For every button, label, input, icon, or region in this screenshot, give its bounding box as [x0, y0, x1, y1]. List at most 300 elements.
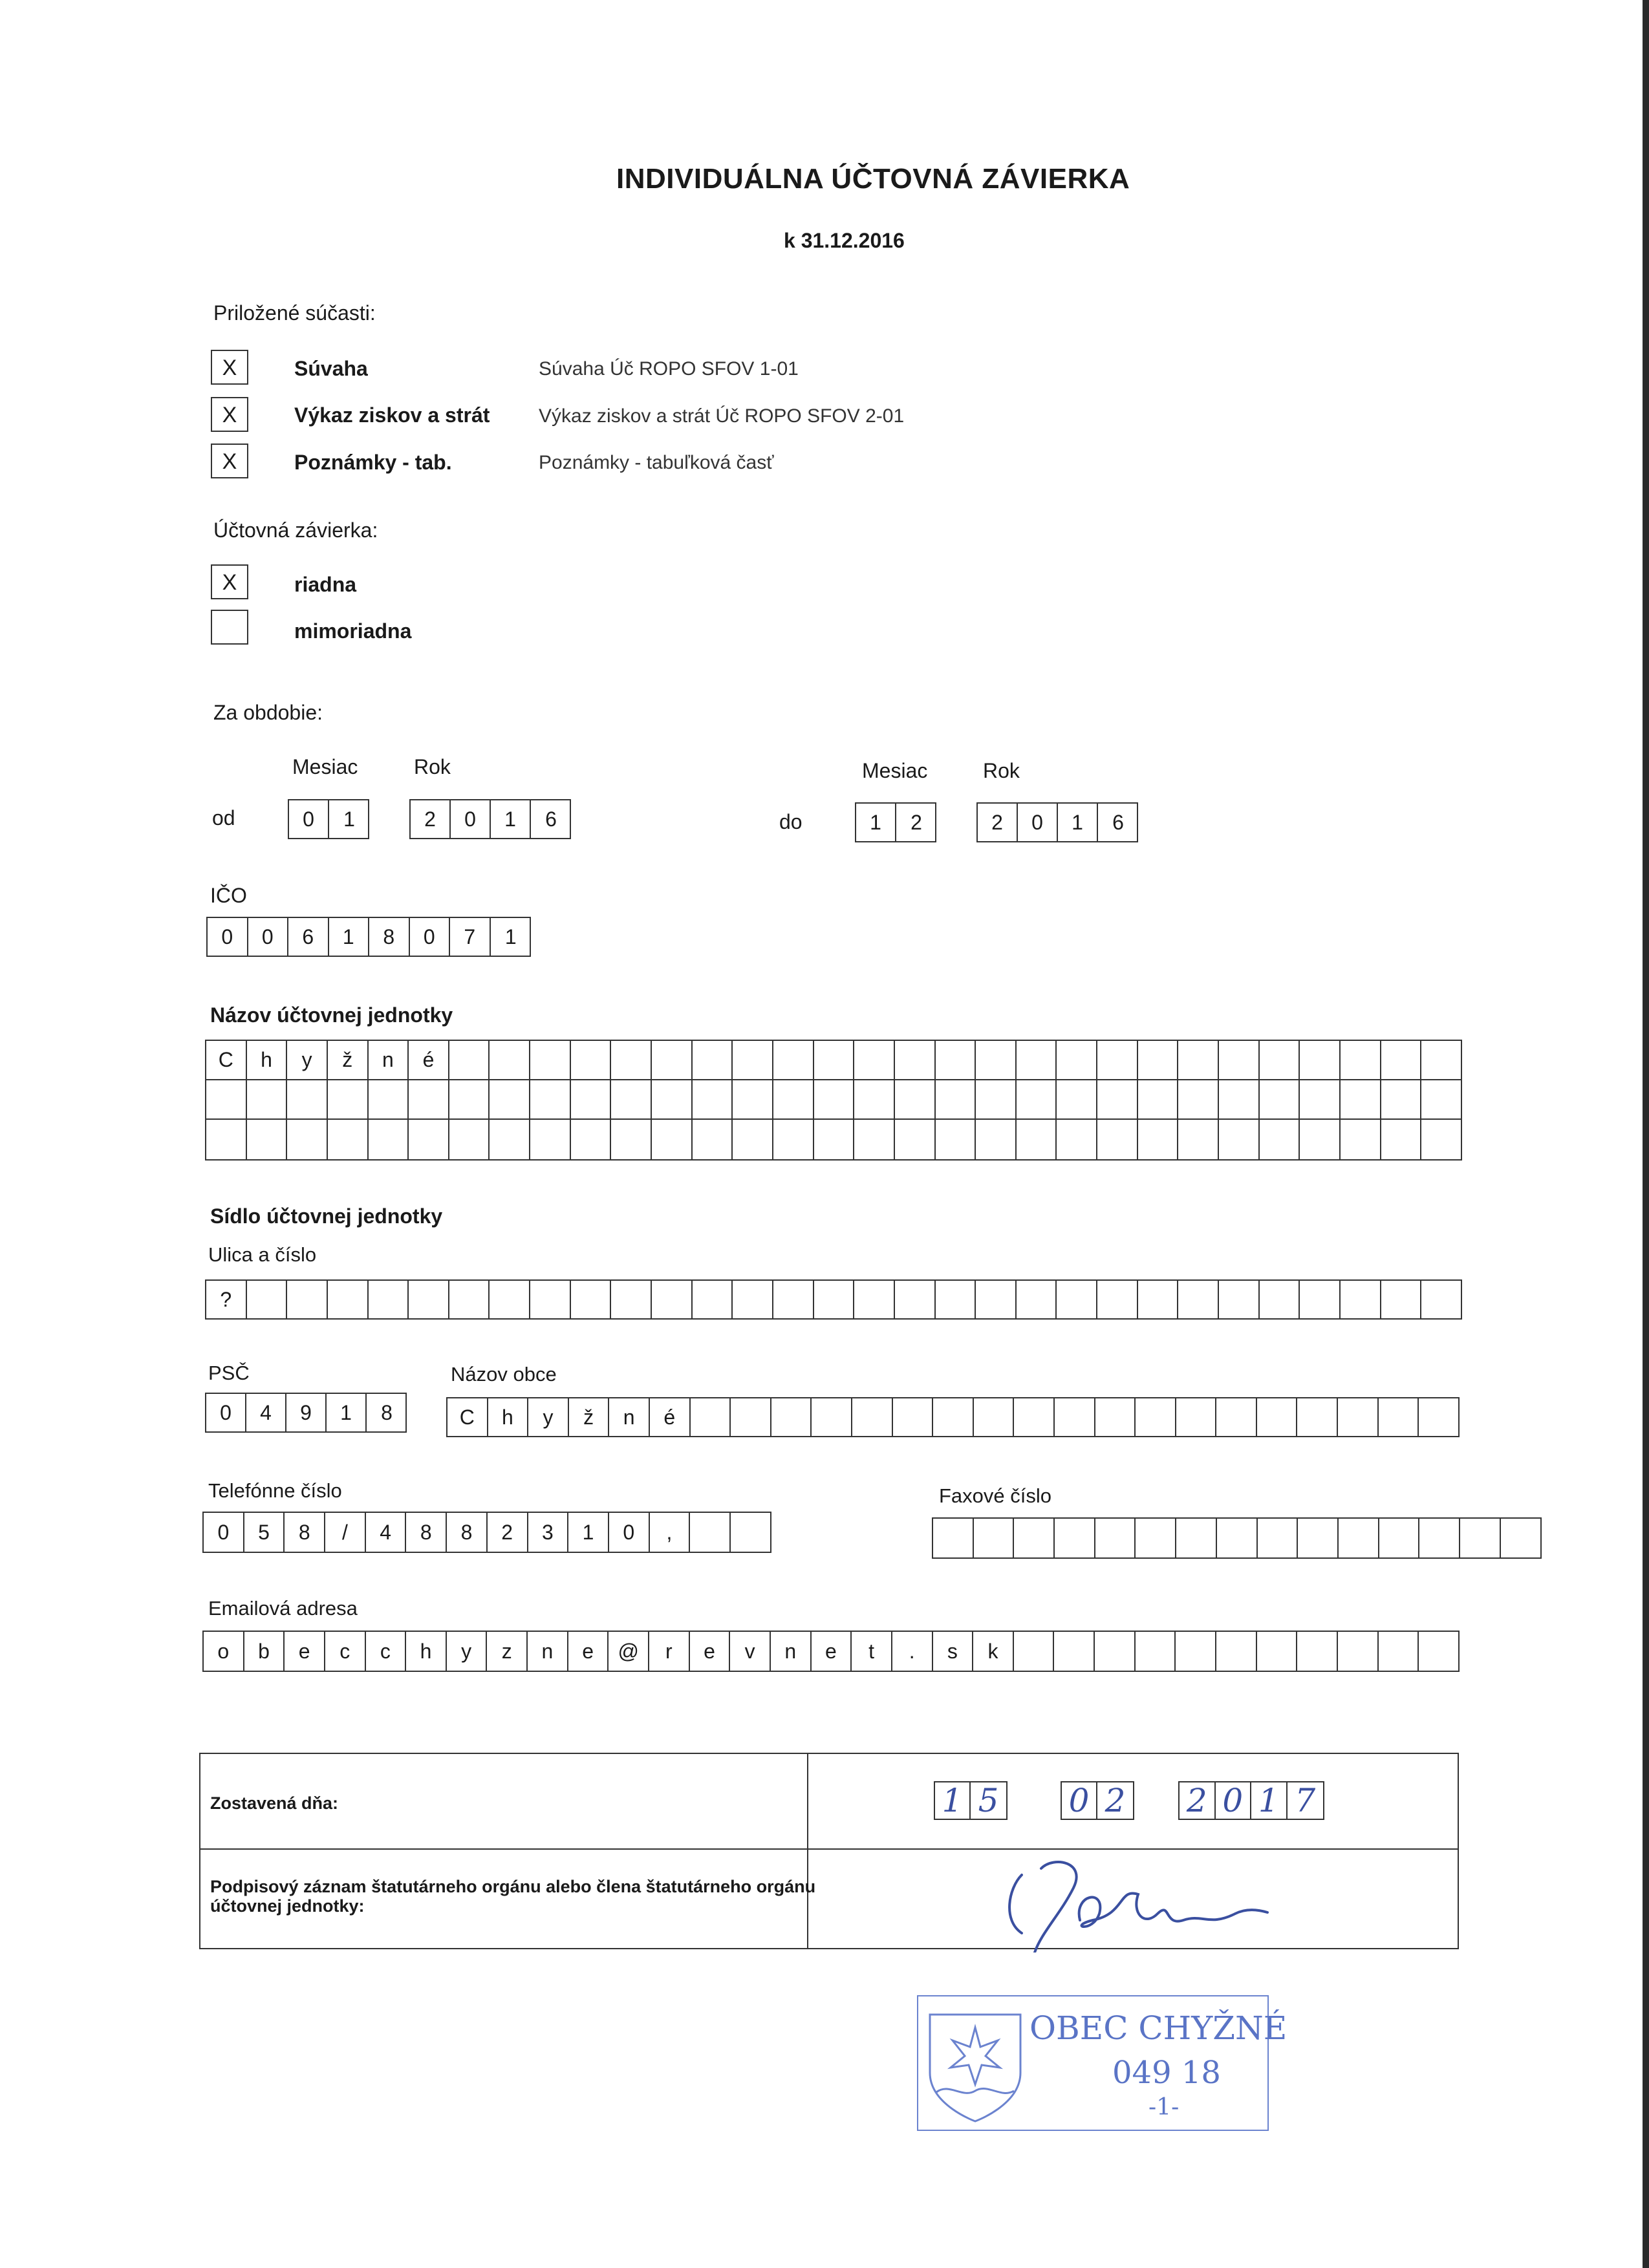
char-cell: 6	[1112, 810, 1124, 834]
char-cell	[1381, 1281, 1422, 1318]
compiled-day-field[interactable]	[934, 1781, 1008, 1820]
char-cell	[933, 1398, 974, 1436]
char-cell	[1017, 1041, 1057, 1079]
char-cell	[1097, 1281, 1138, 1318]
char-cell	[733, 1080, 773, 1118]
char-cell: e	[812, 1632, 852, 1671]
char-cell: y	[528, 1398, 569, 1436]
char-cell: r	[649, 1632, 690, 1671]
char-cell	[854, 1120, 895, 1159]
signature-label-line2: účtovnej jednotky:	[210, 1896, 365, 1916]
char-cell: 8	[447, 1513, 488, 1552]
char-cell	[409, 1120, 449, 1159]
period-heading: Za obdobie:	[213, 701, 323, 724]
char-cell: 0	[609, 1513, 650, 1552]
char-cell	[247, 1281, 288, 1318]
handwritten-digit: 5	[978, 1782, 999, 1819]
char-cell	[1257, 1398, 1298, 1436]
attachments-heading: Priložené súčasti:	[213, 301, 376, 325]
char-cell	[652, 1281, 693, 1318]
char-cell	[936, 1281, 976, 1318]
char-cell	[1260, 1281, 1300, 1318]
char-cell	[1219, 1041, 1260, 1079]
char-cell	[1300, 1120, 1341, 1159]
char-cell	[693, 1281, 733, 1318]
char-cell	[652, 1041, 693, 1079]
char-cell	[287, 1120, 328, 1159]
char-cell: y	[287, 1041, 328, 1079]
attachment-desc-poznamky: Poznámky - tabuľková časť	[539, 452, 774, 473]
char-cell: /	[325, 1513, 366, 1552]
char-cell	[652, 1120, 693, 1159]
attachment-checkbox-suvaha[interactable]: X	[211, 350, 248, 385]
char-cell	[693, 1120, 733, 1159]
char-cell	[1258, 1519, 1299, 1557]
period-to-label: do	[779, 810, 803, 833]
char-cell	[1097, 1120, 1138, 1159]
char-cell	[814, 1041, 855, 1079]
char-cell: c	[366, 1632, 407, 1671]
char-cell	[449, 1041, 490, 1079]
char-cell	[1421, 1041, 1462, 1079]
char-cell	[287, 1080, 328, 1118]
char-cell: 0	[410, 918, 451, 956]
char-cell	[976, 1281, 1017, 1318]
char-cell: n	[528, 1632, 568, 1671]
char-cell	[1260, 1041, 1300, 1079]
char-cell	[893, 1398, 934, 1436]
char-cell	[1300, 1080, 1341, 1118]
char-cell: h	[247, 1041, 288, 1079]
char-cell	[1014, 1519, 1055, 1557]
compiled-year-field[interactable]	[1178, 1781, 1324, 1820]
char-cell	[369, 1281, 409, 1318]
stamp-line1: OBEC CHYŽNÉ	[1029, 2009, 1288, 2047]
char-cell	[1136, 1519, 1176, 1557]
char-cell	[1138, 1080, 1179, 1118]
char-cell	[1095, 1519, 1136, 1557]
char-cell: 5	[244, 1513, 285, 1552]
document-date: k 31.12.2016	[784, 229, 905, 252]
char-cell	[895, 1120, 936, 1159]
char-cell: 3	[528, 1513, 569, 1552]
char-cell: ž	[328, 1041, 369, 1079]
char-cell	[1341, 1120, 1381, 1159]
char-cell: 0	[289, 800, 329, 838]
char-cell	[733, 1281, 773, 1318]
char-cell	[1176, 1519, 1217, 1557]
char-cell	[1216, 1632, 1257, 1671]
char-cell: @	[609, 1632, 649, 1671]
char-cell	[1219, 1080, 1260, 1118]
phone-label: Telefónne číslo	[208, 1479, 342, 1502]
handwritten-digit: 0	[1062, 1782, 1097, 1819]
attachment-label-suvaha: Súvaha	[294, 357, 368, 380]
fax-label: Faxové číslo	[939, 1484, 1052, 1507]
char-cell	[449, 1120, 490, 1159]
char-cell	[247, 1080, 288, 1118]
signature-label-line1: Podpisový záznam štatutárneho orgánu alebo člena štatutárneho orgánu	[210, 1877, 816, 1896]
town-label: Názov obce	[451, 1363, 557, 1385]
char-cell	[773, 1041, 814, 1079]
char-cell	[571, 1281, 612, 1318]
char-cell: 0	[1018, 804, 1058, 841]
period-from-month[interactable]	[288, 799, 369, 839]
char-cell	[1136, 1398, 1176, 1436]
char-cell: o	[204, 1632, 244, 1671]
char-cell: 0	[451, 800, 491, 838]
char-cell: c	[325, 1632, 366, 1671]
attachment-desc-suvaha: Súvaha Úč ROPO SFOV 1-01	[539, 358, 799, 380]
char-cell	[854, 1080, 895, 1118]
street-field[interactable]	[205, 1279, 1462, 1320]
char-cell	[693, 1080, 733, 1118]
char-cell	[773, 1120, 814, 1159]
char-cell	[530, 1120, 571, 1159]
char-cell	[1341, 1080, 1381, 1118]
char-cell: 0	[206, 1394, 246, 1431]
char-cell	[1300, 1041, 1341, 1079]
char-cell: n	[771, 1632, 812, 1671]
char-cell	[490, 1120, 530, 1159]
char-cell: C	[447, 1398, 488, 1436]
char-cell	[409, 1080, 449, 1118]
char-cell: .	[892, 1632, 933, 1671]
char-cell: 1	[856, 804, 896, 841]
char-cell	[490, 1281, 530, 1318]
char-cell	[1379, 1519, 1420, 1557]
char-cell	[449, 1281, 490, 1318]
char-cell	[611, 1281, 652, 1318]
char-cell	[1257, 1632, 1298, 1671]
handwritten-digit: 2	[1180, 1782, 1216, 1819]
char-cell: k	[973, 1632, 1014, 1671]
char-cell	[814, 1120, 855, 1159]
char-cell: 1	[327, 1394, 367, 1431]
char-cell	[733, 1120, 773, 1159]
closing-checkbox-mimoriadna[interactable]	[211, 610, 248, 645]
char-cell	[1055, 1519, 1095, 1557]
char-cell	[530, 1080, 571, 1118]
period-from-month-label: Mesiac	[292, 755, 358, 778]
char-cell	[1260, 1080, 1300, 1118]
char-cell	[852, 1398, 893, 1436]
email-label: Emailová adresa	[208, 1597, 358, 1620]
char-cell	[1178, 1080, 1219, 1118]
char-cell	[247, 1120, 288, 1159]
handwritten-digit: 1	[935, 1782, 971, 1819]
char-cell	[1097, 1041, 1138, 1079]
char-cell	[1095, 1632, 1136, 1671]
phone-field[interactable]	[202, 1512, 771, 1553]
char-cell	[1097, 1080, 1138, 1118]
unit-name-field[interactable]	[205, 1040, 1462, 1161]
period-to-month[interactable]	[855, 802, 936, 842]
char-cell	[771, 1398, 812, 1436]
email-field[interactable]	[202, 1631, 1460, 1672]
char-cell: 1	[504, 925, 517, 948]
char-cell: 2	[488, 1513, 528, 1552]
char-cell: 1	[1058, 804, 1098, 841]
char-cell	[1017, 1080, 1057, 1118]
char-cell	[490, 1041, 530, 1079]
char-cell	[895, 1281, 936, 1318]
char-cell: b	[244, 1632, 285, 1671]
attachment-checkbox-poznamky[interactable]: X	[211, 444, 248, 478]
compiled-label: Zostavená dňa:	[210, 1793, 339, 1813]
char-cell	[1419, 1398, 1460, 1436]
char-cell: v	[730, 1632, 771, 1671]
char-cell	[328, 1080, 369, 1118]
char-cell: C	[206, 1041, 247, 1079]
char-cell: y	[447, 1632, 488, 1671]
char-cell	[287, 1281, 328, 1318]
char-cell: 8	[381, 1400, 393, 1424]
char-cell	[974, 1519, 1015, 1557]
char-cell	[328, 1281, 369, 1318]
char-cell: n	[609, 1398, 650, 1436]
attachment-label-poznamky: Poznámky - tab.	[294, 451, 452, 474]
char-cell	[1219, 1120, 1260, 1159]
closing-label-mimoriadna: mimoriadna	[294, 619, 412, 643]
char-cell	[731, 1398, 771, 1436]
handwritten-digit: 2	[1105, 1782, 1126, 1819]
char-cell: 1	[343, 807, 355, 831]
char-cell	[1379, 1632, 1419, 1671]
char-cell	[854, 1281, 895, 1318]
char-cell	[571, 1080, 612, 1118]
char-cell: 6	[545, 807, 557, 831]
char-cell	[611, 1080, 652, 1118]
char-cell: e	[690, 1632, 731, 1671]
fax-field[interactable]	[932, 1517, 1542, 1559]
char-cell: é	[409, 1041, 449, 1079]
char-cell	[1176, 1398, 1217, 1436]
char-cell	[895, 1080, 936, 1118]
period-to-month-label: Mesiac	[862, 759, 928, 782]
char-cell	[652, 1080, 693, 1118]
handwritten-digit: 0	[1216, 1782, 1252, 1819]
char-cell	[530, 1041, 571, 1079]
char-cell	[1260, 1120, 1300, 1159]
char-cell: s	[933, 1632, 974, 1671]
char-cell	[1219, 1281, 1260, 1318]
handwritten-digit: 7	[1295, 1782, 1316, 1819]
char-cell	[328, 1120, 369, 1159]
seat-heading: Sídlo účtovnej jednotky	[210, 1204, 443, 1228]
char-cell	[814, 1080, 855, 1118]
name-row	[206, 1120, 1461, 1159]
char-cell	[1298, 1519, 1339, 1557]
name-row	[206, 1041, 1461, 1080]
closing-checkbox-riadna[interactable]: X	[211, 564, 248, 599]
char-cell	[1095, 1398, 1136, 1436]
char-cell	[693, 1041, 733, 1079]
char-cell: 2	[411, 800, 451, 838]
char-cell	[1216, 1398, 1257, 1436]
char-cell	[1217, 1519, 1258, 1557]
char-cell	[1057, 1041, 1097, 1079]
char-cell	[1419, 1632, 1460, 1671]
char-cell	[1054, 1632, 1095, 1671]
char-cell	[936, 1041, 976, 1079]
char-cell	[812, 1398, 852, 1436]
char-cell	[1381, 1120, 1422, 1159]
char-cell: 4	[366, 1513, 407, 1552]
char-cell	[1297, 1398, 1338, 1436]
char-cell	[1339, 1519, 1379, 1557]
signature-drawing	[996, 1849, 1280, 1952]
char-cell	[1338, 1632, 1379, 1671]
period-from-year-label: Rok	[414, 755, 451, 778]
char-cell	[733, 1041, 773, 1079]
char-cell	[1341, 1041, 1381, 1079]
stamp-line2: 049 18	[1112, 2055, 1221, 2091]
ico-field[interactable]	[206, 917, 531, 957]
char-cell	[976, 1080, 1017, 1118]
char-cell	[1057, 1281, 1097, 1318]
scan-edge	[1643, 0, 1649, 2268]
char-cell	[1017, 1120, 1057, 1159]
char-cell: h	[406, 1632, 447, 1671]
closing-heading: Účtovná závierka:	[213, 519, 378, 542]
char-cell: 7	[450, 918, 491, 956]
char-cell	[449, 1080, 490, 1118]
char-cell	[773, 1281, 814, 1318]
psc-label: PSČ	[208, 1362, 250, 1384]
char-cell	[936, 1080, 976, 1118]
char-cell: ž	[569, 1398, 610, 1436]
char-cell	[369, 1120, 409, 1159]
char-cell	[976, 1120, 1017, 1159]
char-cell	[1421, 1080, 1462, 1118]
stamp-line3: -1-	[1148, 2094, 1180, 2121]
char-cell: 1	[329, 918, 370, 956]
char-cell	[933, 1519, 974, 1557]
char-cell: 1	[491, 800, 531, 838]
char-cell	[1176, 1632, 1216, 1671]
char-cell: 0	[248, 918, 289, 956]
char-cell	[1341, 1281, 1381, 1318]
handwritten-digit: 1	[1251, 1782, 1288, 1819]
attachment-label-vykaz: Výkaz ziskov a strát	[294, 403, 490, 427]
table-divider-vertical	[807, 1754, 808, 1948]
char-cell	[974, 1398, 1015, 1436]
char-cell: 2	[911, 810, 922, 834]
char-cell	[1178, 1041, 1219, 1079]
char-cell: 8	[406, 1513, 447, 1552]
char-cell	[1055, 1398, 1095, 1436]
closing-label-riadna: riadna	[294, 573, 357, 596]
char-cell	[409, 1281, 449, 1318]
char-cell: 2	[978, 804, 1018, 841]
char-cell	[976, 1041, 1017, 1079]
char-cell	[1057, 1120, 1097, 1159]
attachment-checkbox-vykaz[interactable]: X	[211, 397, 248, 432]
char-cell	[206, 1080, 247, 1118]
char-cell	[530, 1281, 571, 1318]
char-cell: 8	[285, 1513, 325, 1552]
char-cell	[690, 1513, 731, 1552]
char-cell	[1379, 1398, 1419, 1436]
char-cell	[1057, 1080, 1097, 1118]
char-cell: ?	[206, 1281, 247, 1318]
char-cell	[1419, 1519, 1460, 1557]
char-cell: 0	[208, 918, 248, 956]
char-cell	[1178, 1281, 1219, 1318]
char-cell: z	[487, 1632, 528, 1671]
char-cell: é	[650, 1398, 691, 1436]
char-cell	[773, 1080, 814, 1118]
char-cell	[369, 1080, 409, 1118]
char-cell	[1381, 1080, 1422, 1118]
signature	[996, 1849, 1280, 1952]
char-cell	[731, 1513, 771, 1552]
char-cell	[1136, 1632, 1176, 1671]
char-cell	[1338, 1398, 1379, 1436]
char-cell: 8	[369, 918, 410, 956]
char-cell	[611, 1041, 652, 1079]
char-cell	[854, 1041, 895, 1079]
char-cell	[1014, 1632, 1055, 1671]
char-cell	[814, 1281, 855, 1318]
char-cell	[1014, 1398, 1055, 1436]
coat-of-arms-icon	[923, 2002, 1027, 2124]
char-cell	[571, 1120, 612, 1159]
char-cell	[1138, 1120, 1179, 1159]
char-cell	[1421, 1281, 1462, 1318]
char-cell	[1300, 1281, 1341, 1318]
compiled-month-field[interactable]	[1061, 1781, 1134, 1820]
period-from-label: od	[212, 806, 235, 829]
period-to-year-label: Rok	[983, 759, 1020, 782]
ico-label: IČO	[210, 884, 247, 907]
char-cell: ,	[650, 1513, 691, 1552]
char-cell	[1138, 1041, 1179, 1079]
char-cell	[1017, 1281, 1057, 1318]
char-cell	[1501, 1519, 1542, 1557]
char-cell	[1421, 1120, 1462, 1159]
psc-field[interactable]	[205, 1393, 407, 1433]
char-cell	[611, 1120, 652, 1159]
char-cell: 1	[568, 1513, 609, 1552]
name-row	[206, 1080, 1461, 1120]
char-cell	[206, 1120, 247, 1159]
char-cell	[1297, 1632, 1338, 1671]
char-cell: h	[488, 1398, 529, 1436]
char-cell	[490, 1080, 530, 1118]
unit-name-label: Názov účtovnej jednotky	[210, 1003, 453, 1027]
char-cell: 4	[246, 1394, 286, 1431]
char-cell: t	[852, 1632, 892, 1671]
char-cell	[895, 1041, 936, 1079]
char-cell	[1178, 1120, 1219, 1159]
municipal-stamp	[917, 1995, 1288, 2131]
attachment-desc-vykaz: Výkaz ziskov a strát Úč ROPO SFOV 2-01	[539, 405, 905, 427]
char-cell	[1460, 1519, 1501, 1557]
char-cell	[1381, 1041, 1422, 1079]
char-cell	[571, 1041, 612, 1079]
char-cell	[691, 1398, 731, 1436]
char-cell: 0	[204, 1513, 244, 1552]
char-cell	[1138, 1281, 1179, 1318]
period-from-year[interactable]	[409, 799, 571, 839]
char-cell	[936, 1120, 976, 1159]
town-field[interactable]	[446, 1397, 1460, 1437]
char-cell: e	[285, 1632, 325, 1671]
document-title: INDIVIDUÁLNA ÚČTOVNÁ ZÁVIERKA	[616, 163, 1130, 195]
period-to-year[interactable]	[976, 802, 1138, 842]
